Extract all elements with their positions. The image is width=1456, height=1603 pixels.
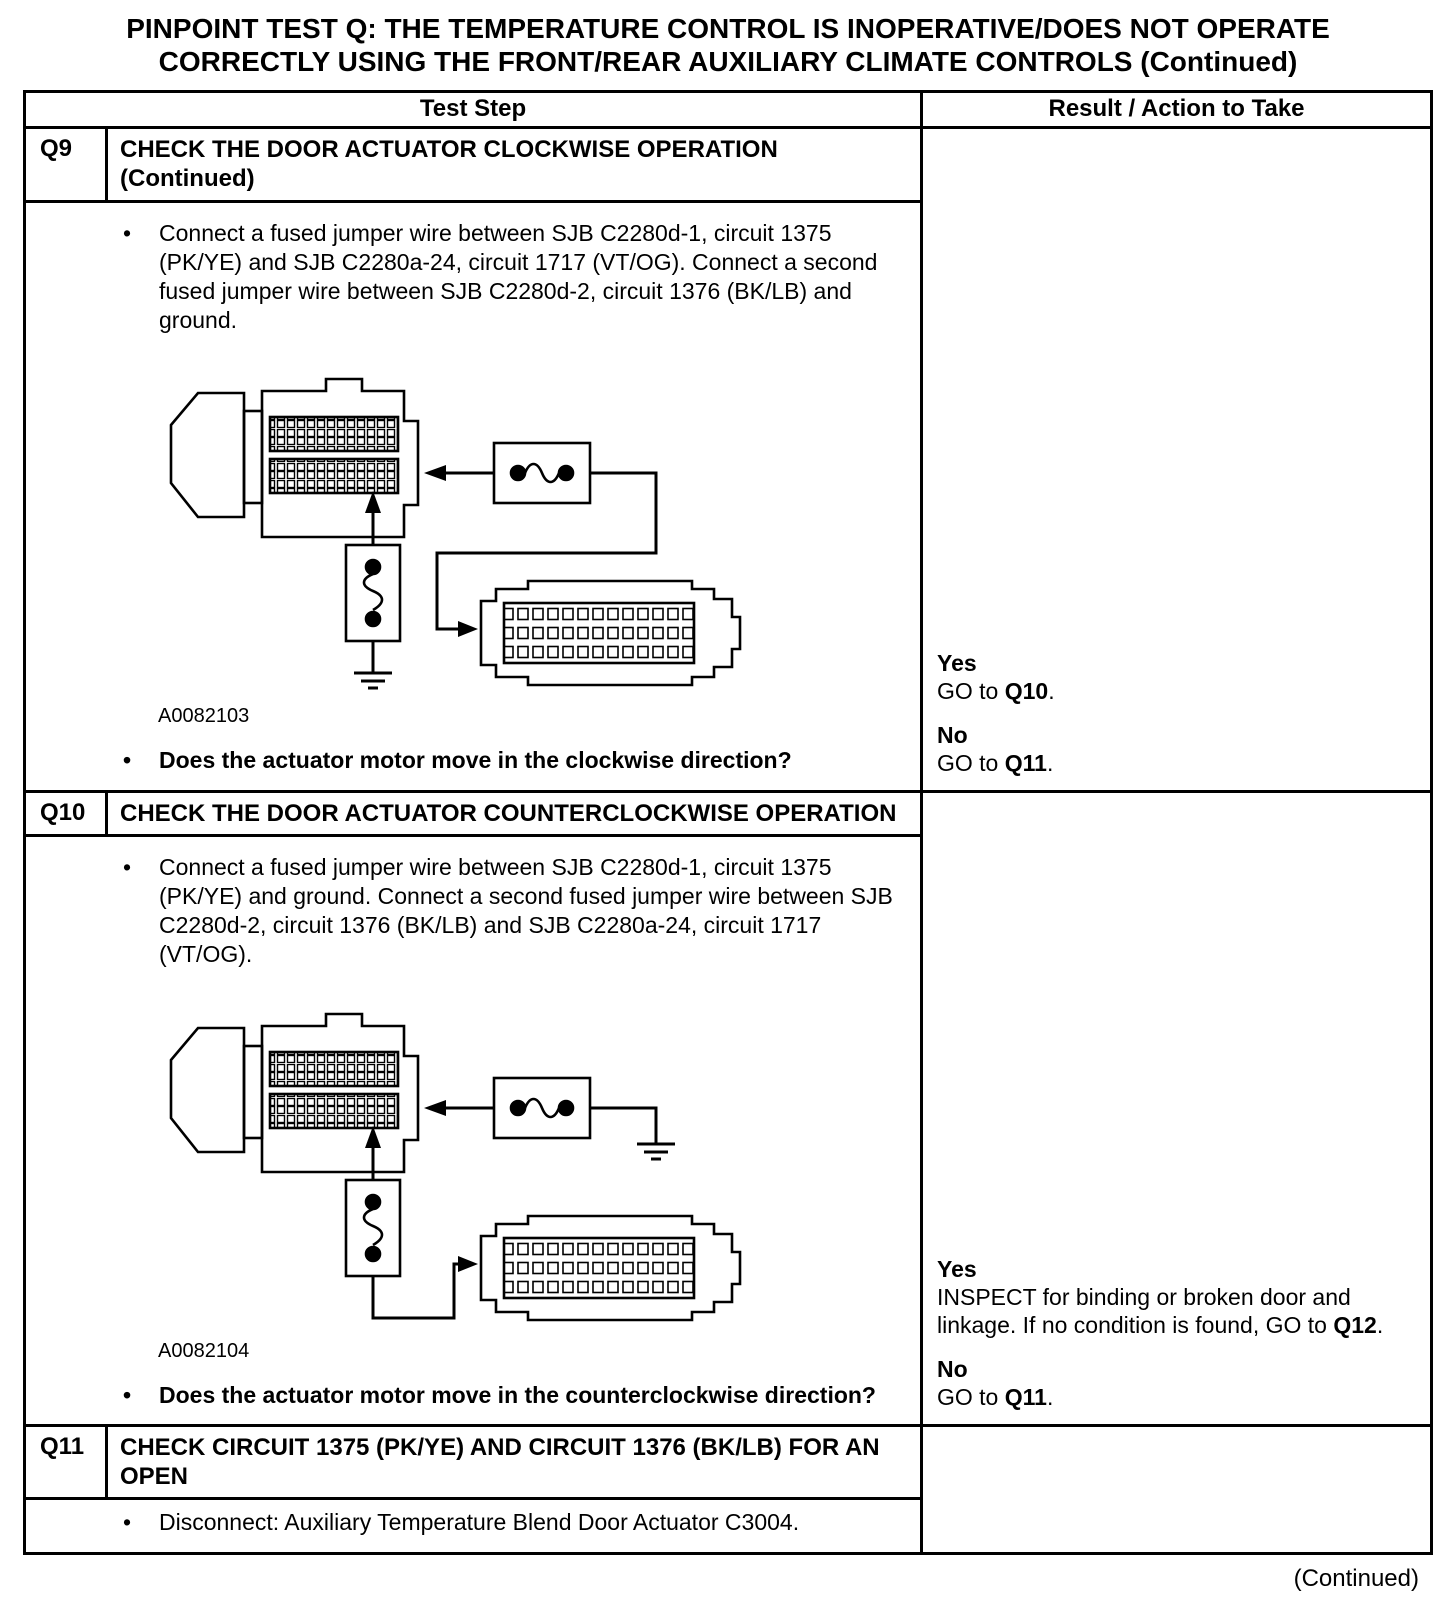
arrow-to-actuator-connector xyxy=(458,1256,478,1272)
column-header-test-step: Test Step xyxy=(26,93,923,126)
q9-step-body xyxy=(26,203,920,790)
figure-label: A0082104 xyxy=(158,1339,250,1362)
q11-step-body xyxy=(26,1500,920,1551)
fuse-vertical-graphic xyxy=(346,1180,400,1276)
q11-step-id: Q11 xyxy=(26,1427,108,1498)
q9-test-step-cell xyxy=(26,129,923,790)
result-answer: No xyxy=(937,1356,968,1383)
q11-heading xyxy=(26,1427,920,1501)
q9-step-id: Q9 xyxy=(26,129,108,200)
q10-result-cell xyxy=(923,793,1430,1424)
q9-instruction xyxy=(26,219,910,336)
page-title-line2: CORRECTLY USING THE FRONT/REAR AUXILIARY CLIMATE CONTROLS (Continued) xyxy=(158,46,1298,78)
bullet-icon: • xyxy=(123,1381,132,1408)
result-no xyxy=(937,1356,1416,1412)
q10-test-step-cell xyxy=(26,793,923,1424)
q9-instruction-text: Connect a fused jumper wire between SJB C2280d-1, circuit 1375 (PK/YE) and SJB C2280a-24, circuit 1717 (VT/OG). Connect a second fused jumper wire between SJB C2280d-2, circuit 1376 (BK/LB) and ground. xyxy=(159,219,878,334)
result-answer: No xyxy=(937,721,968,748)
ground-symbol xyxy=(637,1144,675,1159)
arrow-up-to-sjb xyxy=(365,1126,381,1148)
actuator-connector-graphic xyxy=(481,1216,740,1320)
bullet-icon: • xyxy=(123,219,132,246)
arrow-to-sjb xyxy=(424,465,446,481)
q11-result-cell xyxy=(923,1427,1430,1552)
wiring-diagram-counterclockwise xyxy=(156,1012,756,1334)
bullet-icon: • xyxy=(123,853,132,880)
q11-test-step-cell xyxy=(26,1427,923,1552)
result-answer: Yes xyxy=(937,650,977,677)
wiring-diagram-clockwise xyxy=(156,377,756,699)
q9-question xyxy=(26,746,910,775)
result-action: INSPECT for binding or broken door and linkage. If no condition is found, GO to Q12. xyxy=(937,1283,1384,1339)
q10-instruction-text: Connect a fused jumper wire between SJB C2280d-1, circuit 1375 (PK/YE) and ground. Connect a second fused jumper wire between SJB C2280d-2, circuit 1376 (BK/LB) and SJB C2280a-24, circuit 1717 (VT/OG). xyxy=(159,853,893,968)
q10-diagram-container xyxy=(156,1012,910,1334)
result-answer: Yes xyxy=(937,1255,977,1282)
q10-step-title: CHECK THE DOOR ACTUATOR COUNTERCLOCKWISE OPERATION xyxy=(120,799,897,827)
q11-instruction-text: Disconnect: Auxiliary Temperature Blend Door Actuator C3004. xyxy=(159,1509,800,1536)
pinpoint-test-table xyxy=(23,90,1433,1555)
q10-step-body xyxy=(26,837,920,1424)
arrow-to-actuator-connector xyxy=(458,621,478,637)
figure-label: A0082103 xyxy=(158,705,250,728)
result-action: GO to Q11. xyxy=(937,749,1054,776)
q10-question-text: Does the actuator motor move in the counterclockwise direction? xyxy=(159,1381,876,1408)
q11-instruction xyxy=(26,1508,910,1537)
fuse-horizontal-graphic xyxy=(494,1078,590,1138)
q9-diagram-container xyxy=(156,377,910,699)
sjb-connector-graphic xyxy=(171,379,418,537)
column-header-result: Result / Action to Take xyxy=(1048,95,1305,123)
sjb-connector-graphic xyxy=(171,1014,418,1172)
q9-step-title: CHECK THE DOOR ACTUATOR CLOCKWISE OPERATION (Continued) xyxy=(120,136,778,193)
bullet-icon: • xyxy=(123,747,132,774)
page-continued-note: (Continued) xyxy=(1293,1564,1419,1592)
result-action: GO to Q10. xyxy=(937,678,1055,705)
page-title-line1: PINPOINT TEST Q: THE TEMPERATURE CONTROL IS INOPERATIVE/DOES NOT OPERATE xyxy=(126,13,1330,44)
q10-instruction xyxy=(26,853,910,970)
result-no xyxy=(937,722,1416,778)
q10-question xyxy=(26,1381,910,1410)
result-yes xyxy=(937,650,1416,706)
q11-step-title: CHECK CIRCUIT 1375 (PK/YE) AND CIRCUIT 1376 (BK/LB) FOR AN OPEN xyxy=(120,1433,880,1491)
q9-heading xyxy=(26,129,920,203)
result-action: GO to Q11. xyxy=(937,1384,1054,1411)
fuse-vertical-graphic xyxy=(346,545,400,641)
fuse-horizontal-graphic xyxy=(494,443,590,503)
test-row-q11 xyxy=(26,1427,1430,1552)
actuator-connector-graphic xyxy=(481,581,740,685)
test-row-q10 xyxy=(26,793,1430,1427)
bullet-icon: • xyxy=(123,1509,132,1536)
q9-question-text: Does the actuator motor move in the clockwise direction? xyxy=(159,747,792,774)
test-row-q9 xyxy=(26,129,1430,793)
q10-heading xyxy=(26,793,920,837)
result-yes xyxy=(937,1256,1416,1341)
ground-symbol xyxy=(354,641,392,688)
arrow-to-sjb xyxy=(424,1100,446,1116)
page-title xyxy=(23,12,1433,78)
q10-step-id: Q10 xyxy=(26,793,108,834)
table-header-row xyxy=(26,93,1430,129)
q9-result-cell xyxy=(923,129,1430,790)
